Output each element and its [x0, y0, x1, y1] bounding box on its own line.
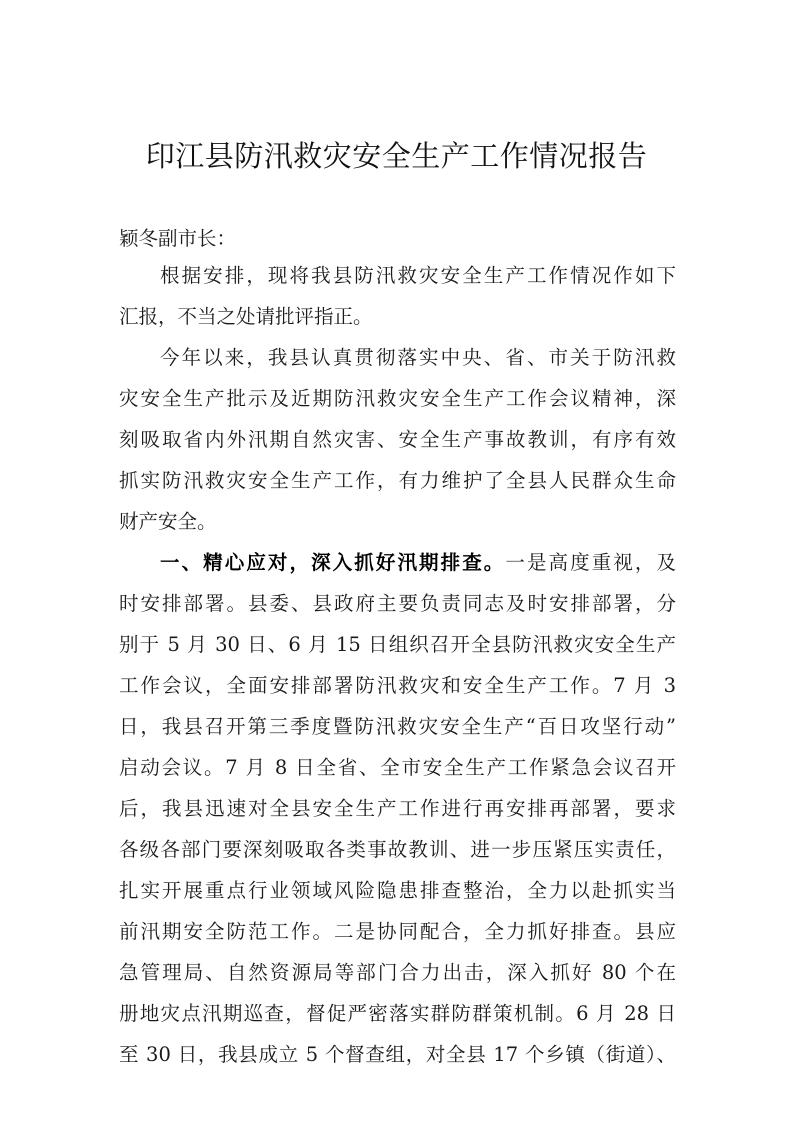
paragraph-line: 前汛期安全防范工作。二是协同配合，全力抓好排查。县应	[119, 920, 676, 943]
paragraph-line: 至 30 日，我县成立 5 个督查组，对全县 17 个乡镇（街道）、	[119, 1043, 676, 1066]
paragraph-line: 汇报，不当之处请批评指正。	[119, 305, 373, 328]
salutation: 颖冬副市长：	[119, 227, 237, 250]
paragraph-line: 时安排部署。县委、县政府主要负责同志及时安排部署，分	[119, 592, 676, 615]
section-heading-line	[160, 549, 676, 577]
paragraph-line: 工作会议，全面安排部署防汛救灾和安全生产工作。7 月 3	[119, 674, 676, 697]
section-text: 一是高度重视，及	[505, 551, 676, 574]
section-heading: 一、精心应对，深入抓好汛期排查。	[160, 551, 506, 574]
paragraph-line: 灾安全生产批示及近期防汛救灾安全生产工作会议精神，深	[119, 387, 676, 410]
paragraph-line: 册地灾点汛期巡查，督促严密落实群防群策机制。6 月 28 日	[119, 1002, 676, 1025]
paragraph-line: 扎实开展重点行业领域风险隐患排查整治，全力以赴抓实当	[119, 879, 676, 902]
paragraph-line: 别于 5 月 30 日、6 月 15 日组织召开全县防汛救灾安全生产	[119, 633, 676, 656]
paragraph-line: 各级各部门要深刻吸取各类事故教训、进一步压紧压实责任，	[119, 838, 676, 861]
paragraph-line: 日，我县召开第三季度暨防汛救灾安全生产“百日攻坚行动”	[119, 715, 676, 738]
paragraph-line: 抓实防汛救灾安全生产工作，有力维护了全县人民群众生命	[119, 469, 676, 492]
paragraph-line: 急管理局、自然资源局等部门合力出击，深入抓好 80 个在	[119, 961, 676, 984]
paragraph-line: 后，我县迅速对全县安全生产工作进行再安排再部署，要求	[119, 797, 676, 820]
paragraph-line: 财产安全。	[119, 510, 217, 533]
paragraph-line: 启动会议。7 月 8 日全省、全市安全生产工作紧急会议召开	[119, 756, 676, 779]
paragraph-line: 今年以来，我县认真贯彻落实中央、省、市关于防汛救	[160, 346, 676, 369]
paragraph-line: 根据安排，现将我县防汛救灾安全生产工作情况作如下	[160, 264, 676, 287]
document-title: 印江县防汛救灾安全生产工作情况报告	[145, 139, 648, 173]
paragraph-line: 刻吸取省内外汛期自然灾害、安全生产事故教训，有序有效	[119, 428, 676, 451]
